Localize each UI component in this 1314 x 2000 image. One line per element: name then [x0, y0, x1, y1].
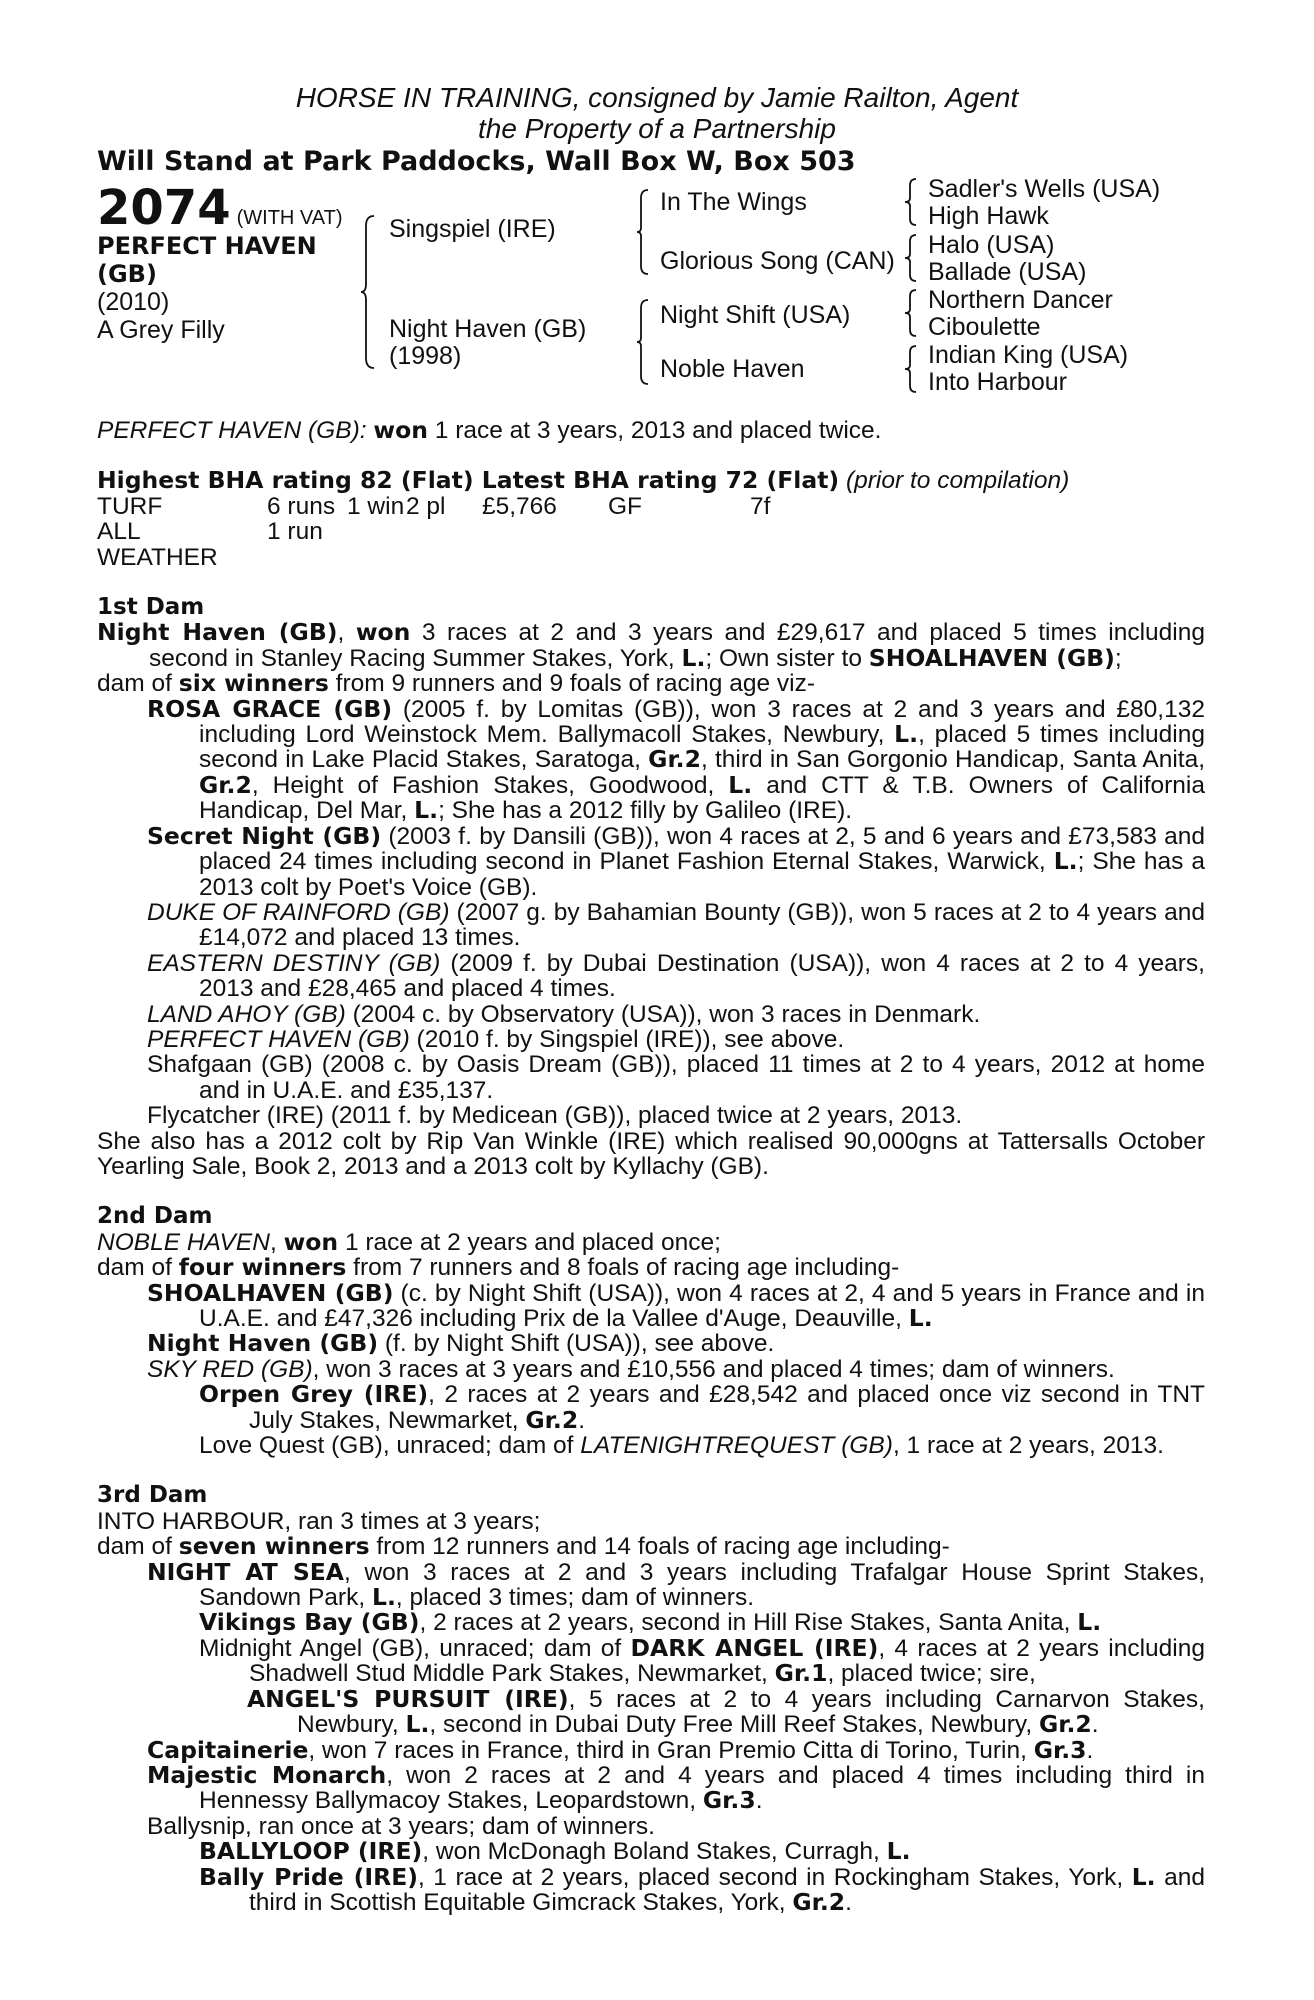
pedigree-sss: Sadler's Wells (USA)	[928, 175, 1161, 203]
pedigree-brace-ds	[904, 287, 918, 339]
pedigree-sds: Halo (USA)	[928, 231, 1055, 259]
pedigree-sire: Singspiel (IRE)	[389, 215, 556, 243]
lot-number-block	[97, 180, 343, 236]
horse-description: A Grey Filly	[97, 316, 225, 344]
pedigree-brace-dd	[904, 343, 918, 395]
progeny-love-quest: Love Quest (GB), unraced; dam of LATENIGHTREQUEST (GB), 1 race at 2 years, 2013.	[199, 1432, 1164, 1460]
first-dam-intro: Night Haven (GB), won 3 races at 2 and 3 years and £29,617 and placed 5 times including second in Stanley Racing Summer Stakes, York, L.; Own sister to SHOALHAVEN (GB);	[97, 618, 1205, 672]
pedigree-dam-dam: Noble Haven	[660, 355, 805, 383]
bha-rating: Highest BHA rating 82 (Flat) Latest BHA rating 72 (Flat) (prior to compilation)	[97, 466, 1070, 495]
pedigree-brace-dam	[636, 296, 650, 388]
horse-name: PERFECT HAVEN	[97, 232, 317, 260]
first-dam-produce: dam of six winners from 9 runners and 9 foals of racing age viz-	[97, 669, 816, 698]
pedigree-dds: Indian King (USA)	[928, 341, 1129, 369]
catalogue-body	[97, 418, 1205, 1915]
first-dam-heading: 1st Dam	[97, 594, 205, 621]
pedigree-dam-year: (1998)	[389, 342, 462, 370]
lot-number: 2074	[97, 180, 231, 236]
third-dam-produce: dam of seven winners from 12 runners and 14 foals of racing age including-	[97, 1532, 950, 1561]
third-dam-intro: INTO HARBOUR, ran 3 times at 3 years;	[97, 1507, 541, 1535]
pedigree-ssd: High Hawk	[928, 202, 1049, 230]
progeny-orpen-grey: Orpen Grey (IRE), 2 races at 2 years and £28,542 and placed once viz second in TNT July Stakes, Newmarket, Gr.2.	[199, 1380, 1205, 1434]
turf-record: TURF 6 runs 1 win 2 pl £5,766 GF 7f	[97, 492, 771, 520]
progeny-vikings-bay: Vikings Bay (GB), 2 races at 2 years, second in Hill Rise Stakes, Santa Anita, L.	[199, 1608, 1102, 1637]
progeny-capitainerie: Capitainerie, won 7 races in France, third in Gran Premio Citta di Torino, Turin, Gr.3.	[147, 1735, 1094, 1764]
progeny-ballyloop: BALLYLOOP (IRE), won McDonagh Boland Stakes, Curragh, L.	[199, 1837, 911, 1866]
progeny-sky-red: SKY RED (GB), won 3 races at 3 years and £10,556 and placed 4 times; dam of winners.	[147, 1355, 1115, 1383]
second-dam-heading: 2nd Dam	[97, 1203, 213, 1230]
progeny-rosa-grace: ROSA GRACE (GB) (2005 f. by Lomitas (GB)), won 3 races at 2 and 3 years and £80,132 including Lord Weinstock Mem. Ballymacoll Stakes, Newbury, L., placed 5 times including second in Lake Placid Stakes, Saratoga, Gr.2, third in San Gorgonio Handicap, Santa Anita, Gr.2, Height of Fashion Stakes, Goodwood, L. and CTT & T.B. Owners of California Handicap, Del Mar, L.; She has a 2012 filly by Galileo (IRE).	[147, 694, 1206, 825]
progeny-perfect-haven: PERFECT HAVEN (GB) (2010 f. by Singspiel (IRE)), see above.	[147, 1025, 845, 1053]
progeny-land-ahoy: LAND AHOY (GB) (2004 c. by Observatory (USA)), won 3 races in Denmark.	[147, 1000, 981, 1028]
progeny-night-haven: Night Haven (GB) (f. by Night Shift (USA)), see above.	[147, 1329, 775, 1358]
third-dam-heading: 3rd Dam	[97, 1482, 208, 1509]
progeny-majestic-monarch: Majestic Monarch, won 2 races at 2 and 4 years and placed 4 times including third in Hennessy Ballymacoy Stakes, Leopardstown, Gr.3.	[147, 1760, 1205, 1815]
pedigree-sire-sire: In The Wings	[660, 188, 807, 216]
horse-identity	[97, 232, 317, 344]
progeny-angels-pursuit: ANGEL'S PURSUIT (IRE), 5 races at 2 to 4 years including Carnarvon Stakes, Newbury, L., second in Dubai Duty Free Mill Reef Stakes, Newbury, Gr.2.	[247, 1684, 1205, 1739]
second-dam-produce: dam of four winners from 7 runners and 8 foals of racing age including-	[97, 1253, 900, 1282]
progeny-midnight-angel: Midnight Angel (GB), unraced; dam of DARK ANGEL (IRE), 4 races at 2 years including Shadwell Stud Middle Park Stakes, Newmarket, Gr.1, placed twice; sire,	[199, 1633, 1206, 1688]
progeny-flycatcher: Flycatcher (IRE) (2011 f. by Medicean (GB)), placed twice at 2 years, 2013.	[147, 1102, 963, 1130]
race-summary: PERFECT HAVEN (GB): won 1 race at 3 years, 2013 and placed twice.	[97, 416, 882, 444]
pedigree-dsd: Ciboulette	[928, 313, 1041, 341]
pedigree-brace-sd	[904, 232, 918, 284]
pedigree-brace-ss	[904, 176, 918, 228]
horse-origin: (GB)	[97, 260, 157, 288]
horse-year: (2010)	[97, 288, 170, 316]
progeny-shafgaan: Shafgaan (GB) (2008 c. by Oasis Dream (GB)), placed 11 times at 2 to 4 years, 2012 at home and in U.A.E. and £35,137.	[147, 1051, 1205, 1104]
pedigree-dam-sire: Night Shift (USA)	[660, 301, 851, 329]
stand-location: Will Stand at Park Paddocks, Wall Box W, Box 503	[97, 146, 856, 177]
vat-note: (WITH VAT)	[236, 207, 343, 229]
progeny-eastern-destiny: EASTERN DESTINY (GB) (2009 f. by Dubai Destination (USA)), won 4 races at 2 to 4 years, 2013 and £28,465 and placed 4 times.	[147, 949, 1205, 1003]
all-weather-record: ALL WEATHER 1 run	[97, 518, 323, 571]
pedigree-ddd: Into Harbour	[928, 368, 1067, 396]
pedigree-sire-dam: Glorious Song (CAN)	[660, 247, 895, 275]
pedigree-brace-sire	[636, 186, 650, 278]
progeny-night-at-sea: NIGHT AT SEA, won 3 races at 2 and 3 years including Trafalgar House Sprint Stakes, Sandown Park, L., placed 3 times; dam of winners.	[147, 1557, 1206, 1612]
pedigree-dam: Night Haven (GB)	[389, 315, 587, 343]
progeny-bally-pride: Bally Pride (IRE), 1 race at 2 years, placed second in Rockingham Stakes, York, L. and third in Scottish Equitable Gimcrack Stakes, York, Gr.2.	[199, 1862, 1205, 1916]
progeny-secret-night: Secret Night (GB) (2003 f. by Dansili (GB)), won 4 races at 2, 5 and 6 years and £73,583 and placed 24 times including second in Planet Fashion Eternal Stakes, Warwick, L.; She has a 2013 colt by Poet's Voice (GB).	[147, 821, 1206, 901]
progeny-shoalhaven: SHOALHAVEN (GB) (c. by Night Shift (USA)), won 4 races at 2, 4 and 5 years in France and in U.A.E. and £47,326 including Prix de la Vallee d'Auge, Deauville, L.	[147, 1278, 1205, 1332]
pedigree-brace-main	[360, 212, 376, 372]
header-line-1: HORSE IN TRAINING, consigned by Jamie Railton, Agent	[295, 82, 1019, 113]
pedigree-dss: Northern Dancer	[928, 286, 1113, 314]
progeny-duke-of-rainford: DUKE OF RAINFORD (GB) (2007 g. by Bahamian Bounty (GB)), won 5 races at 2 to 4 years and £14,072 and placed 13 times.	[147, 898, 1205, 952]
pedigree-sdd: Ballade (USA)	[928, 258, 1087, 286]
header-line-2: the Property of a Partnership	[478, 113, 836, 144]
second-dam-intro: NOBLE HAVEN, won 1 race at 2 years and placed once;	[97, 1227, 721, 1256]
first-dam-also: She also has a 2012 colt by Rip Van Winkle (IRE) which realised 90,000gns at Tattersalls October Yearling Sale, Book 2, 2013 and a 2013 colt by Kyllachy (GB).	[97, 1127, 1205, 1180]
progeny-ballysnip: Ballysnip, ran once at 3 years; dam of winners.	[147, 1812, 655, 1840]
